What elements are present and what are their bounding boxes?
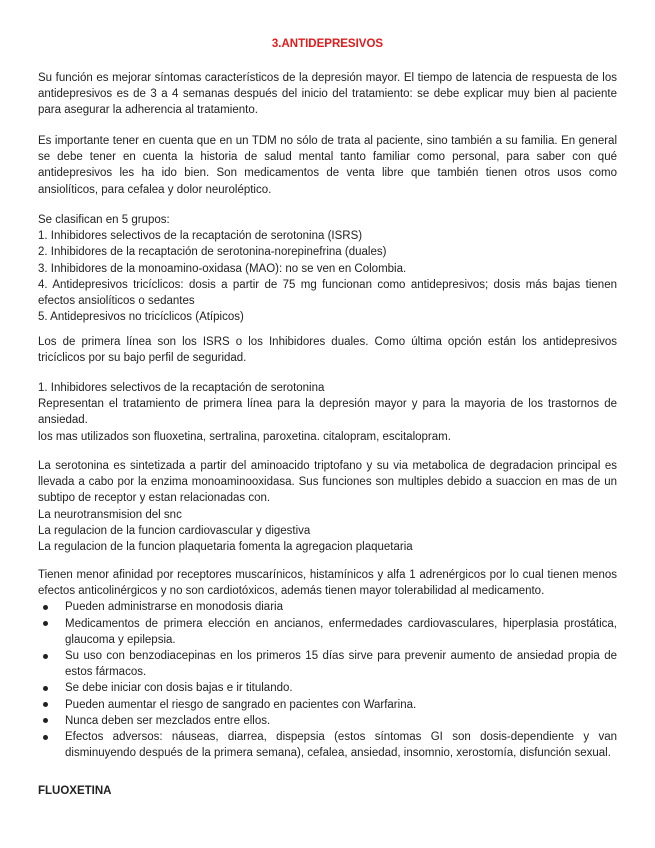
bullet-item: Efectos adversos: náuseas, diarrea, dispepsia (estos síntomas GI son dosis-dependiente y van disminuyendo después de la primera semana), cefalea, ansiedad, insomnio, xerostomía, disfunción sexual. (38, 729, 617, 761)
bullet-icon (43, 735, 48, 740)
isrs-heading: 1. Inhibidores selectivos de la recaptación de serotonina (38, 382, 325, 394)
bullet-icon (43, 702, 48, 707)
bullet-icon (43, 605, 48, 610)
serotonin-section (38, 458, 617, 555)
groups-intro: Se clasifican en 5 grupos: (38, 214, 170, 226)
affinity-section (38, 567, 617, 761)
bullet-icon (43, 654, 48, 659)
bullet-item: Nunca deben ser mezclados entre ellos. (38, 713, 617, 729)
bullet-item: Pueden aumentar el riesgo de sangrado en pacientes con Warfarina. (38, 697, 617, 713)
group-item: 4. Antidepresivos tricíclicos: dosis a partir de 75 mg funcionan como antidepresivos; dosis más bajas tienen efectos ansiolíticos o sedantes (38, 278, 617, 308)
first-line-paragraph: Los de primera línea son los ISRS o los Inhibidores duales. Como última opción están los antidepresivos tricíclicos por su bajo perfil de seguridad. (38, 336, 617, 365)
group-item: 2. Inhibidores de la recaptación de serotonina-norepinefrina (duales) (38, 246, 387, 259)
bullet-icon (43, 686, 48, 691)
group-item: 1. Inhibidores selectivos de la recaptación de serotonina (ISRS) (38, 230, 363, 243)
serotonin-function: La neurotransmision del snc (38, 508, 182, 521)
isrs-description: Representan el tratamiento de primera línea para la depresión mayor y para la mayoria de los trastornos de ansiedad. (38, 398, 617, 427)
serotonin-function: La regulacion de la funcion cardiovascular y digestiva (38, 524, 311, 537)
isrs-section (38, 380, 617, 445)
bullet-item: Medicamentos de primera elección en ancianos, enfermedades cardiovasculares, hiperplasia prostática, glaucoma y epilepsia. (38, 616, 617, 648)
isrs-most-used: los mas utilizados son fluoxetina, sertralina, paroxetina. citalopram, escitalopram. (38, 430, 451, 443)
bullet-icon (43, 621, 48, 626)
intro-paragraph: Su función es mejorar síntomas característicos de la depresión mayor. El tiempo de latencia de respuesta de los antidepresivos es de 3 a 4 semanas después del inicio del tratamiento: se debe explicar muy bien al paciente para asegurar la adherencia al tratamiento. (38, 72, 617, 117)
groups-list (38, 212, 617, 325)
family-paragraph: Es importante tener en cuenta que en un TDM no sólo de trata al paciente, sino también a su familia. En general se debe tener en cuenta la historia de salud mental tanto familiar como personal, para saber con qué antidepresivos les ha ido bien. Son medicamentos de venta libre que también tienen otros usos como ansiolíticos, para cefalea y dolor neuroléptico. (38, 135, 617, 196)
isrs-bullet-list (38, 599, 617, 761)
serotonin-function: La regulacion de la funcion plaquetaria fomenta la agregacion plaquetaria (38, 541, 413, 554)
serotonin-text: La serotonina es sintetizada a partir del aminoacido triptofano y su via metabolica de degradacion principal es llevada a cabo por la enzima monoaminooxidasa. Sus funciones son multiples debido a suaccion en mas de un subtipo de receptor y estan relacionadas con. (38, 460, 617, 505)
affinity-paragraph: Tienen menor afinidad por receptores muscarínicos, histamínicos y alfa 1 adrenérgicos por lo cual tienen menos efectos anticolinérgicos y no son cardiotóxicos, además tienen mayor tolerabilidad al medicamento. (38, 569, 617, 598)
bullet-item: Se debe iniciar con dosis bajas e ir titulando. (38, 680, 617, 696)
bullet-item: Pueden administrarse en monodosis diaria (38, 599, 617, 615)
bullet-icon (43, 718, 48, 723)
document-title: 3.ANTIDEPRESIVOS (271, 38, 384, 50)
bullet-item: Su uso con benzodiacepinas en los primeros 15 días sirve para prevenir aumento de ansiedad propia de estos fármacos. (38, 648, 617, 680)
group-item: 5. Antidepresivos no tricíclicos (Atípicos) (38, 311, 244, 324)
fluoxetina-heading: FLUOXETINA (38, 785, 112, 797)
group-item: 3. Inhibidores de la monoamino-oxidasa (MAO): no se ven en Colombia. (38, 262, 407, 275)
